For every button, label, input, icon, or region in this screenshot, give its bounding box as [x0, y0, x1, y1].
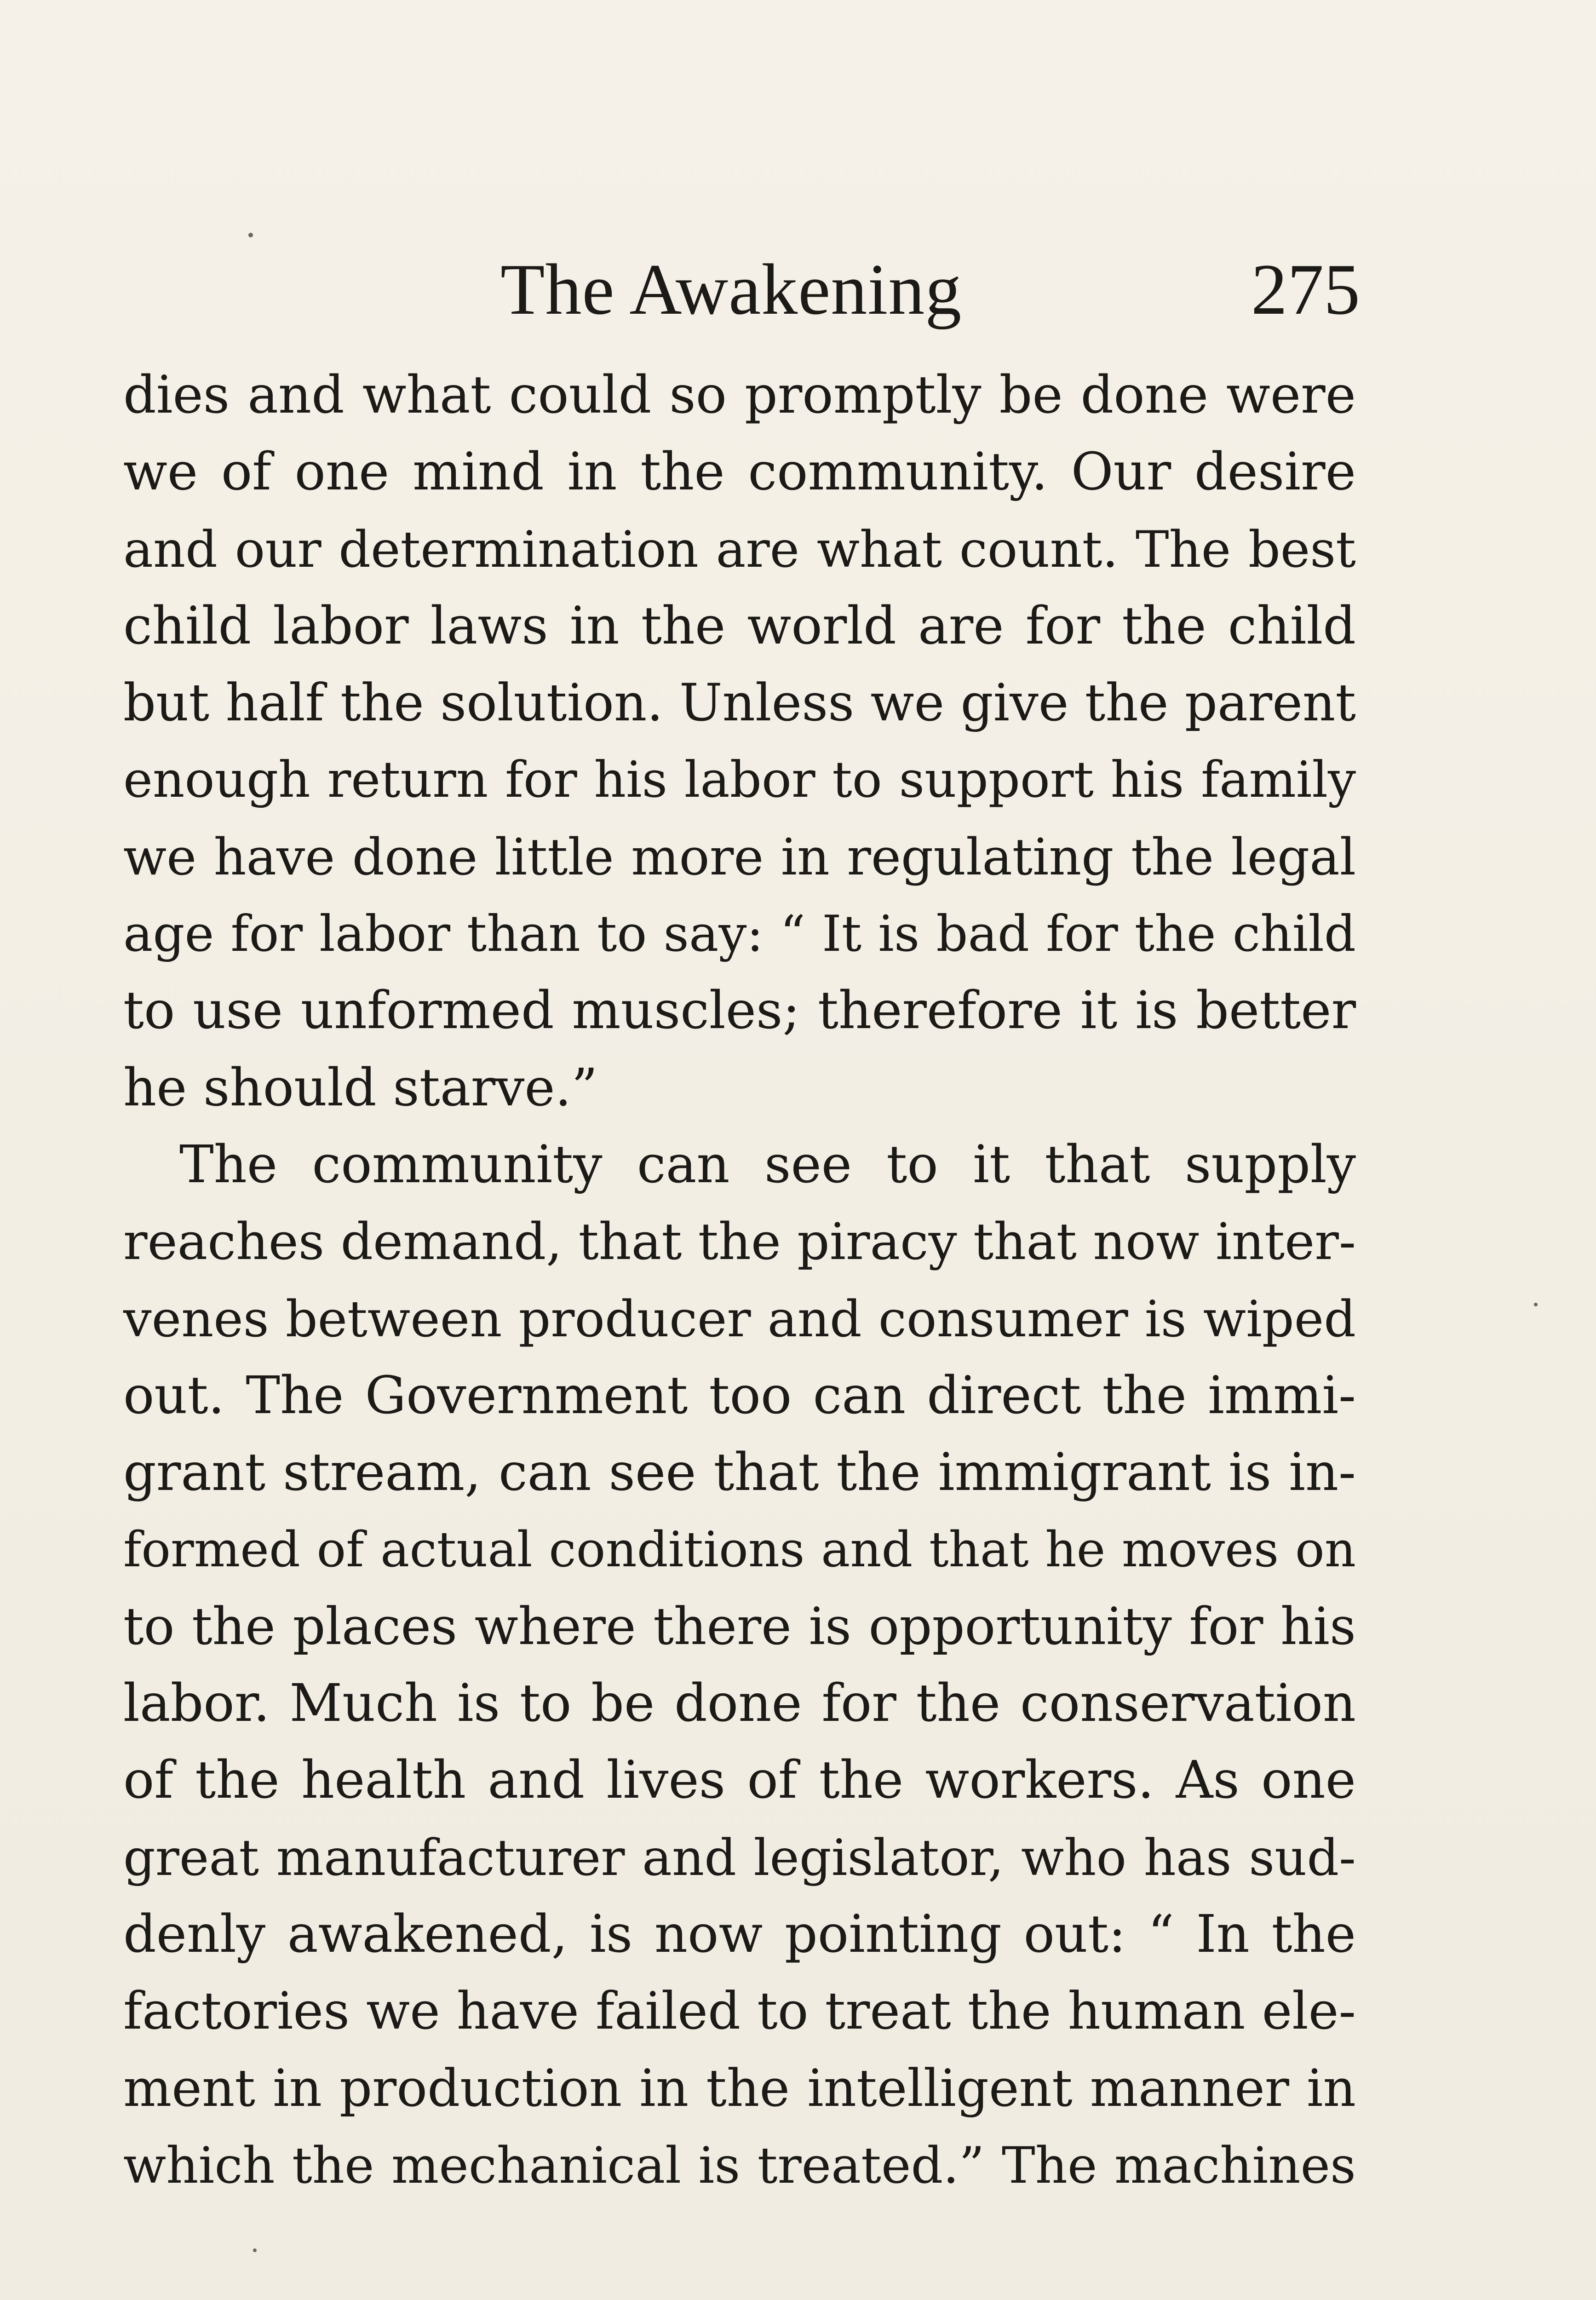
page-number: 275 [1251, 249, 1360, 330]
text-line: but half the solution. Unless we give the parent [123, 673, 1356, 733]
text-line: reaches demand, that the piracy that now inter- [123, 1212, 1356, 1271]
paragraph-2 [123, 1127, 1356, 2204]
text-line: denly awakened, is now pointing out: “ In the [123, 1904, 1356, 1964]
text-line: out. The Government too can direct the immi- [123, 1365, 1356, 1426]
text-line: to use unformed muscles; therefore it is better [123, 981, 1356, 1041]
text-line: to the places where there is opportunity for his [123, 1597, 1356, 1656]
text-line: ment in production in the intelligent manner in [123, 2058, 1356, 2118]
text-line: and our determination are what count. The best [123, 520, 1356, 579]
text-line: The community can see to it that supply [179, 1134, 1356, 1195]
text-line: we have done little more in regulating the legal [123, 827, 1356, 886]
text-line: we of one mind in the community. Our desire [123, 442, 1356, 502]
text-line: enough return for his labor to support his family [123, 751, 1356, 809]
text-line: of the health and lives of the workers. As one [123, 1750, 1356, 1811]
text-line: labor. Much is to be done for the conservation [123, 1673, 1356, 1734]
text-line: which the mechanical is treated.” The machines [123, 2136, 1356, 2195]
text-line: venes between producer and consumer is wiped [123, 1289, 1356, 1348]
paper-speck [248, 233, 253, 237]
paragraph-1 [123, 357, 1356, 1127]
text-line: grant stream, can see that the immigrant is in- [123, 1443, 1356, 1503]
text-line: formed of actual conditions and that he moves on [123, 1521, 1356, 1578]
text-line: factories we have failed to treat the human ele- [123, 1982, 1356, 2041]
text-line: age for labor than to say: “ It is bad for the child [123, 905, 1356, 963]
running-title: The Awakening [500, 249, 962, 330]
paper-speck [253, 2248, 257, 2252]
text-line: he should starve.” [123, 1058, 598, 1118]
running-head [0, 244, 1596, 336]
text-line: child labor laws in the world are for the child [123, 596, 1356, 656]
text-line: great manufacturer and legislator, who has sud- [123, 1828, 1356, 1887]
body-text [123, 357, 1356, 2204]
text-line: dies and what could so promptly be done were [123, 365, 1356, 425]
paper-speck [1534, 1303, 1538, 1306]
